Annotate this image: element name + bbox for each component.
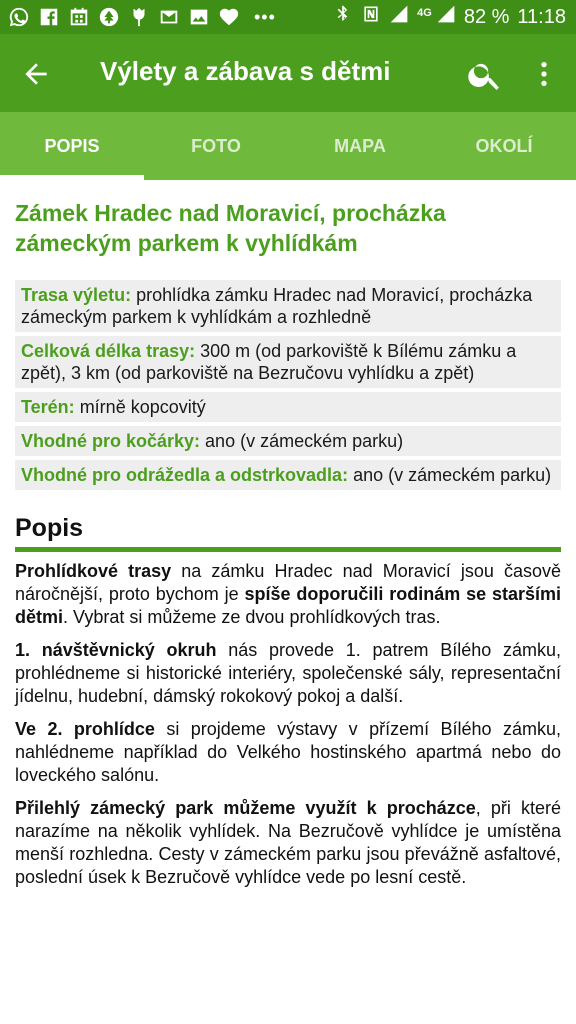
content-area: [0, 180, 576, 899]
info-label: Celková délka trasy:: [21, 341, 196, 361]
info-row-balance-bikes: [15, 460, 561, 490]
paragraph-3: [15, 718, 561, 787]
bold-text: Ve 2. prohlídce: [15, 719, 155, 739]
info-label: Vhodné pro kočárky:: [21, 431, 201, 451]
tree-icon: [98, 6, 120, 28]
info-row-terrain: [15, 392, 561, 422]
bluetooth-icon: [333, 4, 353, 30]
tab-mapa[interactable]: MAPA: [334, 135, 386, 156]
battery-percent: 82 %: [463, 5, 510, 28]
search-icon[interactable]: [466, 56, 504, 94]
info-row-length: [15, 336, 561, 388]
paragraph-2: [15, 639, 561, 708]
tab-popis[interactable]: POPIS: [0, 112, 144, 180]
tab-bar: [0, 112, 576, 180]
bold-text: spíše doporučili rodinám se staršími dětmi: [15, 584, 561, 627]
paragraph-1: [15, 560, 561, 629]
bold-text: 1. návštěvnický okruh: [15, 640, 217, 660]
whatsapp-icon: [8, 6, 30, 28]
section-heading: Popis: [15, 514, 84, 542]
facebook-icon: [38, 6, 60, 28]
clock: 11:18: [517, 5, 566, 28]
info-value: ano (v zámeckém parku): [348, 465, 552, 485]
network-type: 4G: [417, 7, 432, 19]
text: . Vybrat si můžeme ze dvou prohlídkových tras.: [63, 607, 441, 627]
more-notifications-icon: •••: [254, 6, 276, 27]
section-divider: [15, 547, 561, 552]
tab-okoli[interactable]: OKOLÍ: [475, 135, 533, 156]
app-title: Výlety a zábava s dětmi: [100, 56, 391, 86]
back-arrow-icon[interactable]: [20, 58, 52, 90]
text: na zámku Hradec nad Moravicí jsou časově náročnější, proto bychom je: [15, 561, 561, 604]
info-row-strollers: [15, 426, 561, 456]
info-label: Terén:: [21, 397, 75, 417]
nfc-icon: [361, 4, 381, 30]
heart-icon: [218, 6, 240, 28]
signal-4g-icon: [436, 4, 456, 30]
text: , při které narazíme na několik vyhlídek. Na Bezručově vyhlídce je umístěna menší rozhledna. Cesty v zámeckém parku jsou převážně asfaltové, poslední úsek k Bezručově vyhlídce vede po lesní cestě.: [15, 798, 561, 887]
app-bar: [0, 34, 576, 112]
tulip-icon: [128, 6, 150, 28]
info-value: prohlídka zámku Hradec nad Moravicí, procházka zámeckým parkem k vyhlídkám a rozhledně: [21, 285, 533, 327]
text: nás provede 1. patrem Bílého zámku, prohlédneme si historické interiéry, společenské sály, representační jídelnu, hudební, dámský rokokový pokoj a další.: [15, 640, 561, 706]
info-label: Trasa výletu:: [21, 285, 132, 305]
more-vertical-icon[interactable]: [528, 58, 560, 90]
calendar-icon: [68, 6, 90, 28]
bold-text: Prohlídkové trasy: [15, 561, 172, 581]
status-bar: [0, 0, 576, 34]
image-icon: [188, 6, 210, 28]
text: si projdeme výstavy v přízemí Bílého zámku, nahlédneme například do Velkého hostinského apartmá nebo do loveckého salónu.: [15, 719, 562, 785]
trip-info: [15, 280, 561, 490]
mail-icon: [158, 6, 180, 28]
paragraph-4: [15, 797, 561, 889]
tab-foto[interactable]: FOTO: [191, 135, 241, 156]
info-value: ano (v zámeckém parku): [200, 431, 404, 451]
page-title: Zámek Hradec nad Moravicí, procházka zámeckým parkem k vyhlídkám: [15, 200, 446, 256]
bold-text: Přilehlý zámecký park můžeme využít k procházce: [15, 798, 476, 818]
info-value: 300 m (od parkoviště k Bílému zámku a zpět), 3 km (od parkoviště na Bezručovu vyhlídku a zpět): [21, 341, 517, 383]
info-value: mírně kopcovitý: [74, 397, 206, 417]
info-label: Vhodné pro odrážedla a odstrkovadla:: [21, 465, 349, 485]
info-row-route: [15, 280, 561, 332]
signal-icon: [389, 4, 409, 30]
